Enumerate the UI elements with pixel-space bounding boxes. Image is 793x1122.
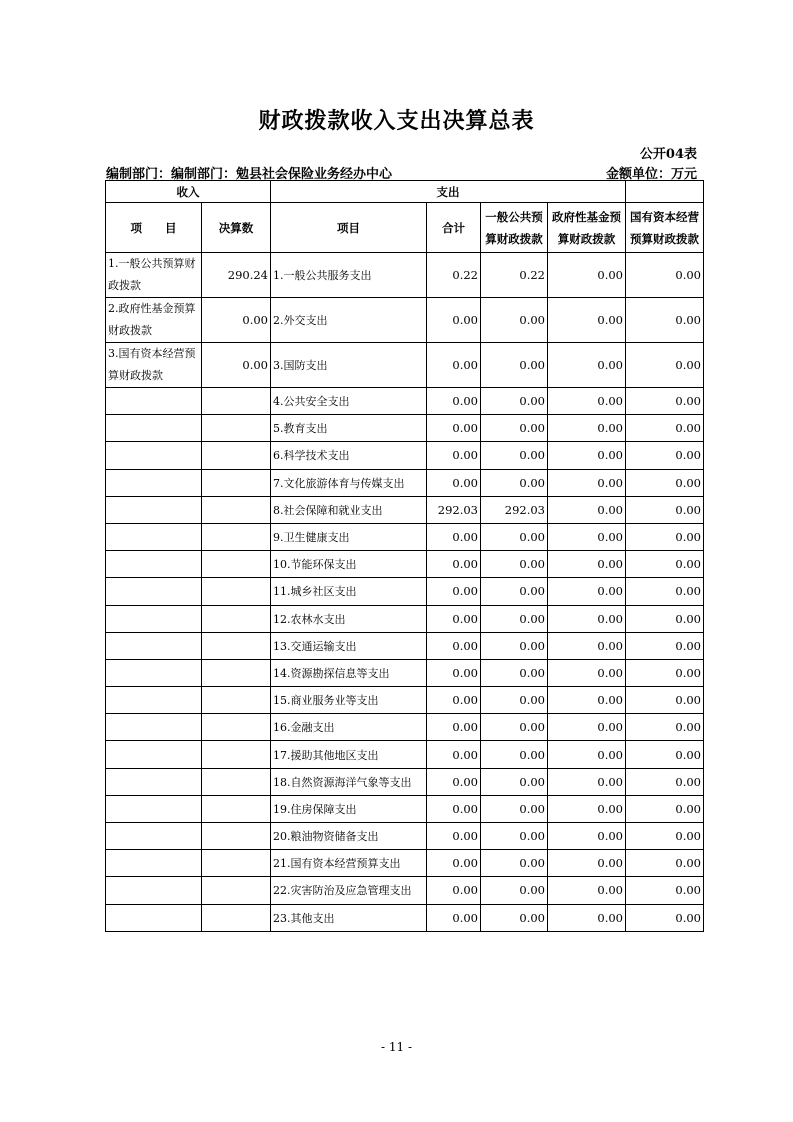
expense-general-cell: 0.00 [481,343,548,388]
expense-general-cell: 0.00 [481,523,548,550]
table-row [106,578,704,605]
empty-income-item-cell [106,415,202,442]
expense-general-cell: 0.22 [481,253,548,298]
expense-gov-fund-cell: 0.00 [548,632,626,659]
expense-total-cell: 0.00 [427,578,481,605]
expense-general-cell: 0.00 [481,578,548,605]
expense-total-cell: 0.00 [427,469,481,496]
expense-gov-fund-cell: 0.00 [548,469,626,496]
expense-gov-fund-cell: 0.00 [548,823,626,850]
expense-total-cell: 292.03 [427,496,481,523]
expense-state-capital-cell: 0.00 [626,343,704,388]
empty-income-amount-cell [202,523,271,550]
gov-fund-header: 政府性基金预算财政拨款 [548,203,626,253]
expense-general-cell: 0.00 [481,687,548,714]
expense-state-capital-cell: 0.00 [626,659,704,686]
expense-general-cell: 0.00 [481,415,548,442]
expense-item-cell: 20.粮油物资储备支出 [271,823,427,850]
expense-total-cell: 0.00 [427,795,481,822]
table-row [106,687,704,714]
expense-item-cell: 3.国防支出 [271,343,427,388]
expense-general-cell: 0.00 [481,714,548,741]
expense-item-cell: 22.灾害防治及应急管理支出 [271,877,427,904]
expense-item-cell: 4.公共安全支出 [271,388,427,415]
expense-total-cell: 0.00 [427,659,481,686]
expense-gov-fund-cell: 0.00 [548,904,626,931]
table-row [106,714,704,741]
table-row [106,605,704,632]
empty-income-item-cell [106,388,202,415]
expense-general-cell: 0.00 [481,659,548,686]
expense-state-capital-cell: 0.00 [626,795,704,822]
empty-income-item-cell [106,551,202,578]
expense-state-capital-cell: 0.00 [626,253,704,298]
empty-income-amount-cell [202,714,271,741]
expense-general-cell: 0.00 [481,298,548,343]
empty-income-amount-cell [202,632,271,659]
amount-unit-label: 金额单位：万元 [605,167,697,182]
expense-item-cell: 2.外交支出 [271,298,427,343]
empty-income-item-cell [106,496,202,523]
expense-state-capital-cell: 0.00 [626,415,704,442]
empty-income-amount-cell [202,442,271,469]
empty-income-amount-cell [202,496,271,523]
expense-total-cell: 0.00 [427,415,481,442]
expense-gov-fund-cell: 0.00 [548,687,626,714]
expense-item-cell: 12.农林水支出 [271,605,427,632]
expense-item-cell: 16.金融支出 [271,714,427,741]
empty-income-item-cell [106,877,202,904]
expense-state-capital-cell: 0.00 [626,523,704,550]
income-item-cell: 1.一般公共预算财政拨款 [106,253,202,298]
general-budget-header: 一般公共预算财政拨款 [481,203,548,253]
income-amount-cell: 0.00 [202,343,271,388]
expense-gov-fund-cell: 0.00 [548,496,626,523]
state-capital-header: 国有资本经营预算财政拨款 [626,203,704,253]
expense-state-capital-cell: 0.00 [626,714,704,741]
expense-total-cell: 0.00 [427,388,481,415]
table-row [106,523,704,550]
empty-income-amount-cell [202,469,271,496]
expense-total-cell: 0.00 [427,904,481,931]
expense-state-capital-cell: 0.00 [626,578,704,605]
expense-gov-fund-cell: 0.00 [548,768,626,795]
empty-income-item-cell [106,523,202,550]
table-row [106,388,704,415]
expense-gov-fund-cell: 0.00 [548,659,626,686]
expense-gov-fund-cell: 0.00 [548,578,626,605]
empty-income-item-cell [106,741,202,768]
empty-income-amount-cell [202,768,271,795]
table-row [106,632,704,659]
expense-general-cell: 0.00 [481,877,548,904]
expense-total-cell: 0.00 [427,741,481,768]
table-body [106,253,704,932]
expense-total-cell: 0.00 [427,877,481,904]
empty-income-amount-cell [202,551,271,578]
expense-state-capital-cell: 0.00 [626,877,704,904]
expense-gov-fund-cell: 0.00 [548,253,626,298]
expense-total-cell: 0.00 [427,298,481,343]
expense-total-cell: 0.00 [427,823,481,850]
table-row [106,253,704,298]
table-row [106,850,704,877]
expense-item-cell: 23.其他支出 [271,904,427,931]
expense-item-cell: 18.自然资源海洋气象等支出 [271,768,427,795]
expense-total-cell: 0.00 [427,687,481,714]
expense-state-capital-cell: 0.00 [626,605,704,632]
expense-gov-fund-cell: 0.00 [548,714,626,741]
expense-total-cell: 0.00 [427,605,481,632]
expense-item-cell: 10.节能环保支出 [271,551,427,578]
total-header: 合计 [427,203,481,253]
expense-general-cell: 0.00 [481,551,548,578]
header-row-top [106,181,704,203]
empty-income-item-cell [106,687,202,714]
expense-gov-fund-cell: 0.00 [548,343,626,388]
empty-income-item-cell [106,442,202,469]
table-row [106,551,704,578]
empty-income-amount-cell [202,388,271,415]
empty-income-amount-cell [202,850,271,877]
empty-income-amount-cell [202,741,271,768]
expense-general-cell: 292.03 [481,496,548,523]
table-row [106,795,704,822]
expense-item-cell: 8.社会保障和就业支出 [271,496,427,523]
page-number: - 11 - [380,1040,412,1054]
expense-general-cell: 0.00 [481,795,548,822]
table-row [106,298,704,343]
expense-gov-fund-cell: 0.00 [548,298,626,343]
empty-income-item-cell [106,795,202,822]
empty-income-item-cell [106,823,202,850]
income-amount-cell: 290.24 [202,253,271,298]
expense-state-capital-cell: 0.00 [626,768,704,795]
table-row [106,442,704,469]
final-amount-header: 决算数 [202,203,271,253]
empty-income-item-cell [106,578,202,605]
expense-item-cell: 11.城乡社区支出 [271,578,427,605]
header-row-columns [106,203,704,253]
empty-income-item-cell [106,469,202,496]
empty-income-item-cell [106,659,202,686]
table-row [106,768,704,795]
income-header: 收入 [106,181,271,203]
expense-general-cell: 0.00 [481,605,548,632]
table-row [106,343,704,388]
expense-item-cell: 6.科学技术支出 [271,442,427,469]
expense-general-cell: 0.00 [481,632,548,659]
expense-gov-fund-cell: 0.00 [548,795,626,822]
empty-income-amount-cell [202,877,271,904]
empty-income-amount-cell [202,904,271,931]
expense-state-capital-cell: 0.00 [626,469,704,496]
empty-income-amount-cell [202,823,271,850]
expense-item-cell: 19.住房保障支出 [271,795,427,822]
expense-total-cell: 0.00 [427,632,481,659]
expense-gov-fund-cell: 0.00 [548,442,626,469]
expense-gov-fund-cell: 0.00 [548,605,626,632]
expense-item-cell: 1.一般公共服务支出 [271,253,427,298]
empty-income-amount-cell [202,659,271,686]
income-item-cell: 3.国有资本经营预算财政拨款 [106,343,202,388]
expense-total-cell: 0.00 [427,714,481,741]
expense-state-capital-cell: 0.00 [626,496,704,523]
empty-income-amount-cell [202,415,271,442]
empty-income-item-cell [106,850,202,877]
expense-item-cell: 17.援助其他地区支出 [271,741,427,768]
department-label: 编制部门：编制部门：勉县社会保险业务经办中心 [106,167,393,182]
expense-gov-fund-cell: 0.00 [548,388,626,415]
expense-state-capital-cell: 0.00 [626,551,704,578]
expense-general-cell: 0.00 [481,741,548,768]
expense-state-capital-cell: 0.00 [626,741,704,768]
expense-item-cell: 7.文化旅游体育与传媒支出 [271,469,427,496]
expense-state-capital-cell: 0.00 [626,687,704,714]
expense-gov-fund-cell: 0.00 [548,741,626,768]
expense-general-cell: 0.00 [481,823,548,850]
expense-item-cell: 5.教育支出 [271,415,427,442]
expense-state-capital-cell: 0.00 [626,298,704,343]
income-item-cell: 2.政府性基金预算财政拨款 [106,298,202,343]
expense-gov-fund-cell: 0.00 [548,523,626,550]
expense-general-cell: 0.00 [481,388,548,415]
expense-gov-fund-cell: 0.00 [548,551,626,578]
expense-item-cell: 15.商业服务业等支出 [271,687,427,714]
budget-summary-table [105,180,704,932]
expense-item-cell: 21.国有资本经营预算支出 [271,850,427,877]
table-row [106,469,704,496]
empty-income-amount-cell [202,795,271,822]
expense-total-cell: 0.22 [427,253,481,298]
expense-state-capital-cell: 0.00 [626,442,704,469]
expense-item-cell: 13.交通运输支出 [271,632,427,659]
expense-total-cell: 0.00 [427,551,481,578]
expense-header: 支出 [271,181,626,203]
empty-income-item-cell [106,632,202,659]
expense-general-cell: 0.00 [481,850,548,877]
expense-gov-fund-cell: 0.00 [548,850,626,877]
empty-income-item-cell [106,605,202,632]
income-amount-cell: 0.00 [202,298,271,343]
expense-state-capital-cell: 0.00 [626,904,704,931]
expense-general-cell: 0.00 [481,469,548,496]
table-row [106,659,704,686]
table-row [106,877,704,904]
expense-state-capital-cell: 0.00 [626,632,704,659]
expense-total-cell: 0.00 [427,850,481,877]
header-blank-cell [626,181,704,203]
expense-state-capital-cell: 0.00 [626,850,704,877]
empty-income-amount-cell [202,578,271,605]
empty-income-item-cell [106,904,202,931]
empty-income-item-cell [106,768,202,795]
table-row [106,496,704,523]
page-title: 财政拨款收入支出决算总表 [258,108,535,134]
table-row [106,741,704,768]
expense-general-cell: 0.00 [481,768,548,795]
expense-general-cell: 0.00 [481,442,548,469]
form-number: 公开04表 [639,147,697,162]
expense-item-header: 项目 [271,203,427,253]
expense-gov-fund-cell: 0.00 [548,877,626,904]
expense-gov-fund-cell: 0.00 [548,415,626,442]
table-row [106,415,704,442]
expense-state-capital-cell: 0.00 [626,823,704,850]
expense-total-cell: 0.00 [427,442,481,469]
expense-total-cell: 0.00 [427,523,481,550]
empty-income-amount-cell [202,605,271,632]
income-item-header: 项 目 [106,203,202,253]
table-row [106,904,704,931]
expense-item-cell: 14.资源勘探信息等支出 [271,659,427,686]
empty-income-amount-cell [202,687,271,714]
expense-state-capital-cell: 0.00 [626,388,704,415]
empty-income-item-cell [106,714,202,741]
table-row [106,823,704,850]
expense-item-cell: 9.卫生健康支出 [271,523,427,550]
expense-total-cell: 0.00 [427,343,481,388]
expense-general-cell: 0.00 [481,904,548,931]
expense-total-cell: 0.00 [427,768,481,795]
